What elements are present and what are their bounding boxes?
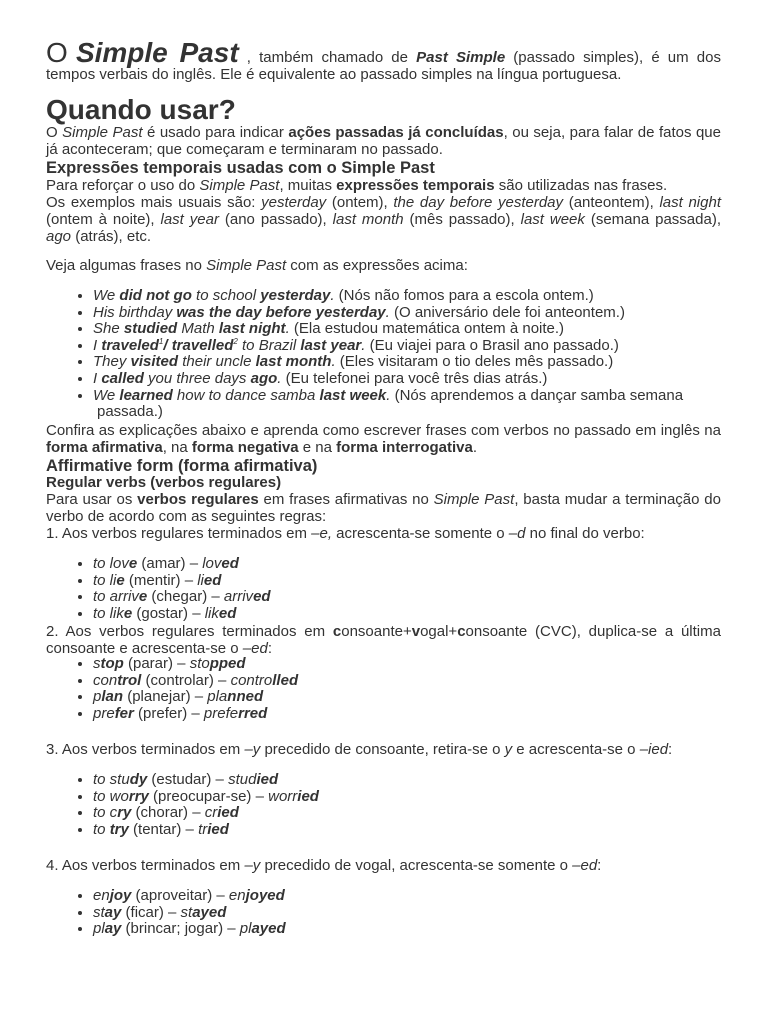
list-item: • to lie (mentir) – lied bbox=[93, 573, 721, 590]
confira-sep-2: e na bbox=[298, 439, 337, 456]
rule1-suffix: –e, bbox=[311, 525, 332, 542]
link-forma-interrogativa: forma interrogativa bbox=[336, 439, 473, 456]
aff-term: Simple Past bbox=[433, 491, 515, 508]
rule2-text-4: onsoante (CVC), duplica-se a última consoante e acrescenta-se o bbox=[46, 623, 721, 657]
rule2-text: 2. Aos verbos regulares terminados em bbox=[46, 623, 333, 640]
rule2-text-5: : bbox=[267, 640, 272, 657]
list-item: • to worry (preocupar-se) – worried bbox=[93, 789, 721, 806]
list-item: • enjoy (aproveitar) – enjoyed bbox=[93, 888, 721, 905]
expr-t6: (semana passada), bbox=[584, 211, 721, 228]
examples-intro-text-2: com as expressões acima: bbox=[286, 257, 468, 274]
expressions-heading: Expressões temporais usadas com o Simple Past bbox=[46, 159, 435, 177]
expr-t4: (ano passado), bbox=[218, 211, 333, 228]
confira-end: . bbox=[472, 439, 478, 456]
expr-text-2: , muitas bbox=[279, 177, 337, 194]
aff-text-3: , basta mudar a terminação do verbo de acordo com as seguintes regras: bbox=[46, 491, 721, 525]
list-item: • control (controlar) – controlled bbox=[93, 673, 721, 690]
rule3-text-2: precedido de consoante, retira-se o bbox=[260, 741, 505, 758]
expr-ago: ago bbox=[46, 228, 72, 245]
rule4-text-3: : bbox=[597, 857, 602, 874]
expr-term: Simple Past bbox=[199, 177, 280, 194]
expr-t5: (mês passado), bbox=[403, 211, 521, 228]
rule1-paragraph bbox=[46, 525, 721, 542]
rule4-text-2: precedido de vogal, acrescenta-se somente o bbox=[260, 857, 573, 874]
list-item: • prefer (prefer) – preferred bbox=[93, 706, 721, 723]
rule1-list bbox=[46, 556, 721, 622]
rule2-c2: c bbox=[457, 623, 466, 640]
confira-sep: , na bbox=[162, 439, 192, 456]
expr-yesterday: yesterday bbox=[261, 194, 327, 211]
rule2-list bbox=[46, 656, 721, 722]
when-term: Simple Past bbox=[62, 124, 143, 141]
expr-last-week: last week bbox=[520, 211, 585, 228]
list-item: • She studied Math last night. (Ela estudou matemática ontem à noite.) bbox=[93, 321, 721, 338]
regular-verbs-paragraph bbox=[46, 491, 721, 525]
list-item: • play (brincar; jogar) – played bbox=[93, 921, 721, 938]
when-text-2: é usado para indicar bbox=[142, 124, 289, 141]
rule1-text-2: acrescenta-se somente o bbox=[332, 525, 509, 542]
rule4-paragraph bbox=[46, 857, 721, 874]
rule3-list bbox=[46, 772, 721, 838]
affirmative-heading: Affirmative form (forma afirmativa) bbox=[46, 457, 318, 475]
expr-bold: expressões temporais bbox=[336, 177, 495, 194]
rule1-suffix-2: –d bbox=[508, 525, 526, 542]
rule3-text: 3. Aos verbos terminados em bbox=[46, 741, 245, 758]
when-text-3: , ou seja, para falar de fatos que já aconteceram; que começaram e terminaram no passado. bbox=[46, 124, 721, 158]
regular-verbs-heading: Regular verbs (verbos regulares) bbox=[46, 474, 282, 491]
list-item: • His birthday was the day before yesterday. (O aniversário dele foi anteontem.) bbox=[93, 305, 721, 322]
expr-t3: (ontem à noite), bbox=[46, 211, 161, 228]
list-item: • stay (ficar) – stayed bbox=[93, 905, 721, 922]
list-item: • stop (parar) – stopped bbox=[93, 656, 721, 673]
expr-ex-intro: Os exemplos mais usuais são: bbox=[46, 194, 262, 211]
intro-term: Past Simple bbox=[416, 49, 506, 66]
rule2-c1: c bbox=[332, 623, 342, 640]
rule2-text-2: onsoante+ bbox=[341, 623, 412, 640]
rule3-text-4: : bbox=[668, 741, 673, 758]
list-item: • We did not go to school yesterday. (Nós não fomos para a escola ontem.) bbox=[93, 288, 721, 305]
list-item: • I traveled$^1$/ travelled$^2$ to Brazil last year. (Eu viajei para o Brasil ano passado.) bbox=[93, 338, 721, 355]
rule1-text-3: no final do verbo: bbox=[525, 525, 645, 542]
list-item: • to love (amar) – loved bbox=[93, 556, 721, 573]
rule2-suffix: –ed bbox=[242, 640, 268, 657]
rule4-list bbox=[46, 888, 721, 938]
list-item: • to cry (chorar) – cried bbox=[93, 805, 721, 822]
list-item: • to study (estudar) – studied bbox=[93, 772, 721, 789]
intro-title: Simple Past bbox=[75, 37, 239, 68]
link-forma-negativa: forma negativa bbox=[191, 439, 299, 456]
rule2-paragraph bbox=[46, 623, 721, 657]
expr-day-before: the day before yesterday bbox=[393, 194, 564, 211]
expr-t1: (ontem), bbox=[326, 194, 394, 211]
list-item: • to like (gostar) – liked bbox=[93, 606, 721, 623]
expr-text-3: são utilizadas nas frases. bbox=[494, 177, 668, 194]
rule4-suffix-2: –ed bbox=[572, 857, 598, 874]
aff-text-2: em frases afirmativas no bbox=[258, 491, 434, 508]
rule3-suffix-2: –ied bbox=[639, 741, 669, 758]
expressions-examples bbox=[46, 194, 721, 245]
aff-bold: verbos regulares bbox=[137, 491, 259, 508]
intro-o: O bbox=[46, 37, 68, 68]
list-item: • They visited their uncle last month. (Eles visitaram o tio deles mês passado.) bbox=[93, 354, 721, 371]
rule3-suffix: –y bbox=[244, 741, 261, 758]
rule1-text: 1. Aos verbos regulares terminados em bbox=[46, 525, 312, 542]
expr-t2: (anteontem), bbox=[563, 194, 660, 211]
expressions-line1 bbox=[46, 177, 721, 194]
expr-last-year: last year bbox=[160, 211, 219, 228]
when-text: O bbox=[46, 124, 63, 141]
intro-text-2: (passado simples), é um dos tempos verbais do inglês. Ele é equivalente ao passado simples na língua portuguesa. bbox=[46, 49, 721, 83]
rule4-text: 4. Aos verbos terminados em bbox=[46, 857, 245, 874]
confira-paragraph bbox=[46, 422, 721, 456]
examples-intro-text: Veja algumas frases no bbox=[46, 257, 207, 274]
rule2-text-3: ogal+ bbox=[420, 623, 458, 640]
expr-t7: (atrás), etc. bbox=[71, 228, 152, 245]
list-item: • plan (planejar) – planned bbox=[93, 689, 721, 706]
rule3-y: y bbox=[504, 741, 513, 758]
aff-text: Para usar os bbox=[46, 491, 138, 508]
examples-intro-term: Simple Past bbox=[206, 257, 287, 274]
expr-text: Para reforçar o uso do bbox=[46, 177, 200, 194]
list-item: • We learned how to dance samba last week. (Nós aprendemos a dançar samba semana passada.) bbox=[93, 388, 721, 421]
list-item: • I called you three days ago. (Eu telefonei para você três dias atrás.) bbox=[93, 371, 721, 388]
rule4-suffix: –y bbox=[244, 857, 261, 874]
intro-text: , também chamado de bbox=[238, 49, 417, 66]
when-bold: ações passadas já concluídas bbox=[288, 124, 504, 141]
rule3-paragraph bbox=[46, 741, 721, 758]
list-item: • to arrive (chegar) – arrived bbox=[93, 589, 721, 606]
rule3-text-3: e acrescenta-se o bbox=[512, 741, 640, 758]
intro-paragraph bbox=[46, 37, 721, 83]
link-forma-afirmativa: forma afirmativa bbox=[46, 439, 163, 456]
examples-list bbox=[46, 288, 721, 421]
confira-text: Confira as explicações abaixo e aprenda como escrever frases com verbos no passado em inglês na bbox=[46, 422, 721, 439]
rule2-v: v bbox=[411, 623, 421, 640]
list-item: • to try (tentar) – tried bbox=[93, 822, 721, 839]
when-paragraph bbox=[46, 124, 721, 158]
expr-last-month: last month bbox=[332, 211, 404, 228]
expr-last-night: last night bbox=[659, 194, 721, 211]
when-heading: Quando usar? bbox=[46, 94, 236, 125]
examples-intro bbox=[46, 257, 721, 274]
